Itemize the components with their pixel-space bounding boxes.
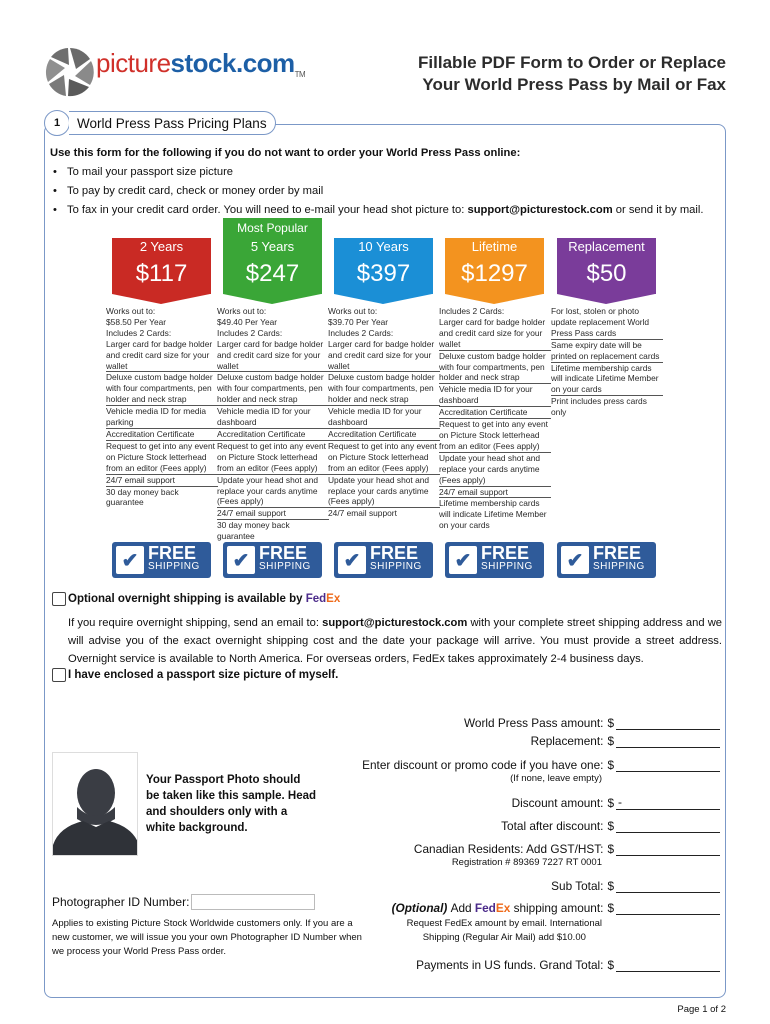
photo-caption: Your Passport Photo should be taken like this sample. Head and shoulders only with a white background.: [146, 774, 317, 834]
fedex-add-label: Add: [450, 901, 472, 915]
passport-enclosed-label: I have enclosed a passport size picture of myself.: [68, 669, 339, 681]
photographer-id: [52, 894, 315, 910]
section-heading: [44, 110, 276, 136]
grand-total-row: [416, 958, 720, 972]
discount-amount-input[interactable]: [616, 797, 720, 810]
plan-notch: [334, 294, 432, 304]
plan-feature: Deluxe custom badge holder with four compartments, pen holder and neck strap: [106, 372, 218, 406]
checkmark-icon: ✔: [116, 546, 144, 574]
plan-feature: 24/7 email support: [439, 487, 551, 499]
shipping-label: SHIPPING: [481, 561, 533, 572]
plan-features: [328, 306, 440, 519]
sub-total-label: Sub Total:: [551, 879, 604, 893]
sub-total-input[interactable]: [616, 880, 720, 893]
plan-feature: Deluxe custom badge holder with four compartments, pen holder and neck strap: [328, 372, 440, 406]
wpp-amount-row: [464, 716, 720, 730]
picturestock-logo: [44, 44, 306, 104]
plan-price: $50: [557, 254, 656, 294]
fedex-shipping-input[interactable]: [616, 902, 720, 915]
free-shipping-badge: [445, 542, 544, 578]
plan-notch: [112, 294, 210, 304]
section-title: World Press Pass Pricing Plans: [69, 111, 276, 135]
currency-sign: $: [607, 879, 614, 893]
plan-feature: Includes 2 Cards:: [439, 306, 505, 316]
overnight-shipping-option: [52, 592, 340, 606]
grand-total-label: Payments in US funds. Grand Total:: [416, 958, 604, 972]
discount-code-row: [362, 758, 720, 772]
plan-feature: Accreditation Certificate: [328, 429, 440, 441]
plan-features: [217, 306, 329, 542]
total-after-input[interactable]: [616, 820, 720, 833]
plan-feature: Larger card for badge holder and credit card size for your wallet: [439, 317, 551, 351]
plan-feature: Update your head shot and replace your cards anytime (Fees apply): [217, 475, 329, 509]
plan-feature: Deluxe custom badge holder with four compartments, pen holder and neck strap: [439, 351, 551, 385]
plan-name: 2 Years: [112, 238, 211, 254]
plan-feature: Deluxe custom badge holder with four compartments, pen holder and neck strap: [217, 372, 329, 406]
free-shipping-badge: [112, 542, 211, 578]
plan-feature: Vehicle media ID for your dashboard: [439, 384, 551, 407]
discount-amount-label: Discount amount:: [511, 796, 604, 810]
shipping-label: SHIPPING: [370, 561, 422, 572]
discount-amount-row: [512, 796, 720, 810]
title-line-1: Fillable PDF Form to Order or Replace: [418, 53, 726, 72]
plan-price: $1297: [445, 254, 544, 294]
intro-bullet: • To pay by credit card, check or money order by mail: [50, 182, 726, 201]
sample-passport-photo: [52, 752, 138, 856]
currency-sign: $: [607, 819, 614, 833]
fedex-shipping-note: [407, 917, 602, 945]
discount-code-label: Enter discount or promo code if you have one:: [362, 758, 604, 772]
page-header: [0, 0, 770, 112]
plan-feature: $58.50 Per Year: [106, 316, 167, 327]
replacement-input[interactable]: [616, 735, 720, 748]
discount-code-input[interactable]: [616, 759, 720, 772]
free-label: FREE: [593, 543, 642, 563]
plan-feature: $49.40 Per Year: [217, 316, 278, 327]
plan-feature: Print includes press cards only: [551, 396, 647, 418]
plan-notch: [445, 294, 543, 304]
checkmark-icon: ✔: [338, 546, 366, 574]
plan-feature: For lost, stolen or photo update replacement World Press Pass cards: [551, 306, 663, 340]
photographer-id-label: Photographer ID Number:: [52, 895, 190, 909]
plan-card: [217, 218, 326, 578]
intro-bullet: • To fax in your credit card order. You will need to e-mail your head shot picture to: support@picturestock.com or send it by mail.: [50, 201, 726, 220]
free-shipping-text: [481, 543, 533, 574]
plan-feature: 24/7 email support: [106, 475, 218, 487]
plan-feature: 24/7 email support: [328, 508, 397, 519]
currency-sign: $: [607, 796, 614, 810]
plan-feature: 30 day money back guarantee: [106, 486, 179, 508]
pricing-plans: [106, 218, 660, 578]
overnight-email-link[interactable]: support@picturestock.com: [322, 617, 468, 629]
overnight-shipping-label: Optional overnight shipping is available by: [68, 593, 303, 605]
plan-feature: Larger card for badge holder and credit card size for your wallet: [328, 339, 440, 373]
currency-sign: $: [607, 901, 614, 915]
plan-feature: $39.70 Per Year: [328, 316, 389, 327]
currency-sign: $: [607, 716, 614, 730]
fedex-logo-fed: Fed: [474, 901, 496, 915]
plan-feature: Accreditation Certificate: [106, 429, 218, 441]
grand-total-input[interactable]: [616, 959, 720, 972]
total-after-row: [501, 819, 720, 833]
fedex-note-line: Request FedEx amount by email. International: [406, 918, 602, 929]
currency-sign: $: [607, 734, 614, 748]
most-popular-badge: Most Popular: [223, 218, 322, 238]
plan-feature: Request to get into any event on Picture Stock letterhead from an editor (Fees apply): [106, 441, 218, 475]
intro-lead: Use this form for the following if you do not want to order your World Press Pass online:: [50, 147, 521, 159]
intro-block: [50, 144, 726, 220]
plan-feature: 24/7 email support: [217, 508, 329, 520]
plan-feature: Request to get into any event on Picture Stock letterhead from an editor (Fees apply): [217, 441, 329, 475]
plan-features: [106, 306, 218, 508]
free-shipping-badge: [334, 542, 433, 578]
free-label: FREE: [370, 543, 419, 563]
plan-feature: Lifetime membership cards will indicate Lifetime Member on your cards: [439, 498, 547, 531]
fedex-note-line: Shipping (Regular Air Mail) add $10.00: [422, 932, 586, 943]
overnight-shipping-text: If you require overnight shipping, send an email to: support@picturestock.com with your complete street shipping address and we will advise you of the exact overnight shipping cost and the date your package will arrive. You must provide a street address. Overnight service is available to North America. For overseas orders, FedEx takes approximately 2-4 business days.: [68, 617, 722, 665]
plan-feature: Works out to:: [328, 306, 378, 316]
plan-feature: Lifetime membership cards will indicate Lifetime Member on your cards: [551, 363, 663, 397]
plan-notch: [223, 294, 321, 304]
intro-list: [50, 163, 726, 220]
plan-feature: Request to get into any event on Picture Stock letterhead from an editor (Fees apply): [328, 441, 440, 475]
free-shipping-badge: [223, 542, 322, 578]
free-label: FREE: [259, 543, 308, 563]
plan-features: [551, 306, 663, 418]
shipping-label: SHIPPING: [259, 561, 311, 572]
plan-feature: Vehicle media ID for your dashboard: [328, 406, 440, 429]
passport-enclosed-option: [52, 668, 338, 682]
plan-feature: Accreditation Certificate: [439, 407, 551, 419]
plan-feature: Includes 2 Cards:: [328, 327, 394, 338]
support-email-link[interactable]: support@picturestock.com: [467, 204, 613, 216]
plan-card: [551, 218, 660, 578]
plan-card: [439, 218, 548, 578]
plan-feature: Includes 2 Cards:: [106, 327, 172, 338]
plan-name: Lifetime: [445, 238, 544, 254]
checkmark-icon: ✔: [449, 546, 477, 574]
minus-sign: -: [618, 795, 622, 809]
fedex-shipping-row: [392, 901, 720, 915]
plan-feature: Vehicle media ID for your dashboard: [217, 406, 329, 429]
replacement-row: [531, 734, 720, 748]
gst-input[interactable]: [616, 843, 720, 856]
document-title: [418, 52, 726, 96]
step-number: 1: [44, 110, 70, 136]
title-line-2: Your World Press Pass by Mail or Fax: [422, 75, 726, 94]
free-shipping-text: [259, 543, 311, 574]
fedex-shipping-label: shipping amount:: [513, 901, 604, 915]
plan-feature: Larger card for badge holder and credit card size for your wallet: [217, 339, 329, 373]
plan-feature: Works out to:: [106, 306, 156, 316]
logo-wordmark: picturestock.comTM: [96, 48, 306, 79]
shipping-label: SHIPPING: [593, 561, 645, 572]
free-shipping-badge: [557, 542, 656, 578]
plan-feature: Same expiry date will be printed on replacement cards: [551, 340, 663, 363]
replacement-label: Replacement:: [530, 734, 604, 748]
plan-price: $247: [223, 254, 322, 294]
plan-feature: Accreditation Certificate: [217, 429, 329, 441]
aperture-icon: [44, 44, 96, 100]
plan-price: $117: [112, 254, 211, 294]
plan-feature: Request to get into any event on Picture Stock letterhead from an editor (Fees apply): [439, 419, 551, 453]
gst-row: [414, 842, 720, 856]
plan-notch: [557, 294, 655, 304]
plan-feature: Vehicle media ID for media parking: [106, 406, 218, 429]
sub-total-row: [551, 879, 720, 893]
gst-registration: Registration # 89369 7227 RT 0001: [451, 857, 602, 868]
photographer-id-note: Applies to existing Picture Stock Worldwide customers only. If you are a new customer, we will issue you your own Photographer ID Number when we process your World Press Pass order.: [52, 918, 362, 957]
total-after-label: Total after discount:: [501, 819, 604, 833]
checkmark-icon: ✔: [227, 546, 255, 574]
plan-price: $397: [334, 254, 433, 294]
plan-feature: Larger card for badge holder and credit card size for your wallet: [106, 339, 218, 373]
intro-bullet: • To mail your passport size picture: [50, 163, 726, 182]
wpp-amount-input[interactable]: [616, 717, 720, 730]
fedex-logo-ex: Ex: [495, 901, 511, 915]
overnight-shipping-checkbox[interactable]: [52, 592, 66, 606]
plan-card: [328, 218, 437, 578]
discount-code-hint: (If none, leave empty): [510, 773, 602, 784]
fedex-logo-fed: Fed: [305, 593, 327, 605]
wpp-amount-label: World Press Pass amount:: [464, 716, 604, 730]
plan-name: Replacement: [557, 238, 656, 254]
passport-enclosed-checkbox[interactable]: [52, 668, 66, 682]
currency-sign: $: [607, 758, 614, 772]
free-label: FREE: [148, 543, 197, 563]
plan-feature: Update your head shot and replace your cards anytime (Fees apply): [439, 453, 551, 487]
plan-feature: Works out to:: [217, 306, 267, 316]
page-number: Page 1 of 2: [677, 1004, 726, 1015]
currency-sign: $: [607, 958, 614, 972]
fedex-logo-ex: Ex: [326, 593, 341, 605]
plan-card: [106, 218, 215, 578]
plan-feature: 30 day money back guarantee: [217, 520, 290, 542]
checkmark-icon: ✔: [561, 546, 589, 574]
photographer-id-input[interactable]: [191, 894, 315, 910]
free-shipping-text: [593, 543, 645, 574]
plan-name: 10 Years: [334, 238, 433, 254]
free-shipping-text: [148, 543, 200, 574]
free-label: FREE: [481, 543, 530, 563]
plan-feature: Includes 2 Cards:: [217, 327, 283, 338]
shipping-label: SHIPPING: [148, 561, 200, 572]
currency-sign: $: [607, 842, 614, 856]
gst-label: Canadian Residents: Add GST/HST:: [413, 842, 604, 856]
plan-name: 5 Years: [223, 238, 322, 254]
plan-feature: Update your head shot and replace your cards anytime (Fees apply): [328, 475, 440, 509]
plan-features: [439, 306, 551, 531]
person-silhouette-icon: [53, 753, 138, 856]
fedex-optional-label: (Optional): [391, 901, 448, 915]
free-shipping-text: [370, 543, 422, 574]
